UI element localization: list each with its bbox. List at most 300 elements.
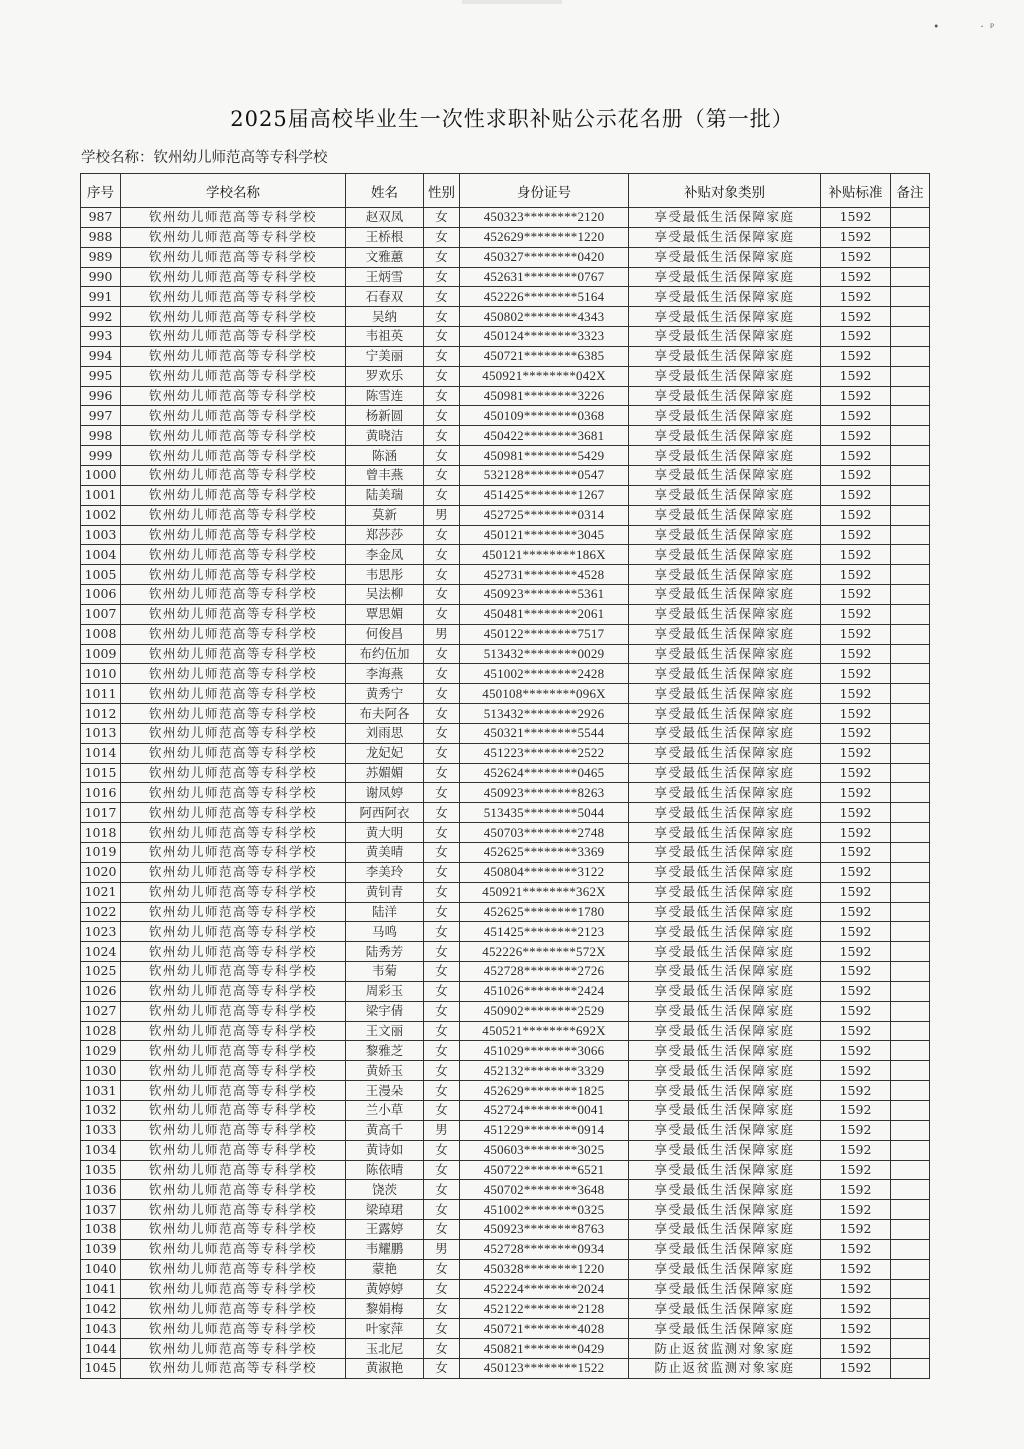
cell-remark — [891, 981, 930, 1001]
cell-index: 1040 — [81, 1259, 121, 1279]
cell-remark — [891, 1120, 930, 1140]
cell-index: 1010 — [81, 664, 121, 684]
cell-id: 452132********3329 — [460, 1061, 629, 1081]
cell-remark — [891, 684, 930, 704]
cell-id: 513435********5044 — [460, 803, 629, 823]
cell-index: 1031 — [81, 1081, 121, 1101]
table-row — [81, 1279, 930, 1299]
cell-category: 享受最低生活保障家庭 — [629, 327, 821, 347]
cell-index: 1034 — [81, 1140, 121, 1160]
col-header-id: 身份证号 — [460, 174, 629, 208]
table-row — [81, 1041, 930, 1061]
cell-school: 钦州幼儿师范高等专科学校 — [121, 843, 346, 863]
cell-gender: 女 — [424, 862, 460, 882]
cell-subsidy: 1592 — [821, 406, 891, 426]
cell-category: 享受最低生活保障家庭 — [629, 346, 821, 366]
cell-school: 钦州幼儿师范高等专科学校 — [121, 1319, 346, 1339]
cell-school: 钦州幼儿师范高等专科学校 — [121, 525, 346, 545]
cell-remark — [891, 1239, 930, 1259]
cell-name: 陈雪连 — [346, 386, 424, 406]
cell-subsidy: 1592 — [821, 426, 891, 446]
cell-name: 黄晓洁 — [346, 426, 424, 446]
cell-subsidy: 1592 — [821, 208, 891, 228]
cell-name: 黄美晴 — [346, 843, 424, 863]
cell-name: 阿西阿衣 — [346, 803, 424, 823]
cell-category: 享受最低生活保障家庭 — [629, 684, 821, 704]
cell-remark — [891, 1339, 930, 1359]
cell-name: 王露婷 — [346, 1220, 424, 1240]
cell-id: 452629********1825 — [460, 1081, 629, 1101]
cell-id: 532128********0547 — [460, 465, 629, 485]
cell-id: 452624********0465 — [460, 763, 629, 783]
cell-school: 钦州幼儿师范高等专科学校 — [121, 227, 346, 247]
cell-remark — [891, 1299, 930, 1319]
cell-category: 享受最低生活保障家庭 — [629, 1220, 821, 1240]
cell-id: 450109********0368 — [460, 406, 629, 426]
cell-remark — [891, 366, 930, 386]
cell-category: 享受最低生活保障家庭 — [629, 1120, 821, 1140]
cell-gender: 女 — [424, 227, 460, 247]
cell-name: 何俊昌 — [346, 624, 424, 644]
cell-remark — [891, 1319, 930, 1339]
cell-index: 993 — [81, 327, 121, 347]
table-row — [81, 446, 930, 466]
cell-name: 黄秀宁 — [346, 684, 424, 704]
cell-gender: 女 — [424, 783, 460, 803]
cell-school: 钦州幼儿师范高等专科学校 — [121, 1140, 346, 1160]
cell-remark — [891, 1160, 930, 1180]
cell-category: 享受最低生活保障家庭 — [629, 366, 821, 386]
cell-index: 1006 — [81, 585, 121, 605]
cell-id: 450902********2529 — [460, 1001, 629, 1021]
cell-school: 钦州幼儿师范高等专科学校 — [121, 1200, 346, 1220]
cell-name: 韦思彤 — [346, 565, 424, 585]
cell-name: 宁美丽 — [346, 346, 424, 366]
page-title: 2025届高校毕业生一次性求职补贴公示花名册（第一批） — [230, 107, 794, 131]
cell-subsidy: 1592 — [821, 862, 891, 882]
cell-category: 享受最低生活保障家庭 — [629, 1259, 821, 1279]
table-row — [81, 426, 930, 446]
cell-gender: 女 — [424, 664, 460, 684]
table-row — [81, 1001, 930, 1021]
table-row — [81, 525, 930, 545]
cell-name: 韦菊 — [346, 962, 424, 982]
cell-subsidy: 1592 — [821, 743, 891, 763]
cell-id: 450521********692X — [460, 1021, 629, 1041]
cell-subsidy: 1592 — [821, 1021, 891, 1041]
cell-school: 钦州幼儿师范高等专科学校 — [121, 505, 346, 525]
cell-name: 覃思媚 — [346, 604, 424, 624]
cell-category: 享受最低生活保障家庭 — [629, 307, 821, 327]
cell-gender: 女 — [424, 525, 460, 545]
cell-id: 452226********572X — [460, 942, 629, 962]
cell-index: 987 — [81, 208, 121, 228]
cell-index: 994 — [81, 346, 121, 366]
cell-name: 布夫阿各 — [346, 704, 424, 724]
table-row — [81, 327, 930, 347]
table-row — [81, 1299, 930, 1319]
cell-name: 王文丽 — [346, 1021, 424, 1041]
cell-school: 钦州幼儿师范高等专科学校 — [121, 823, 346, 843]
cell-category: 享受最低生活保障家庭 — [629, 465, 821, 485]
cell-id: 450921********362X — [460, 882, 629, 902]
cell-index: 1017 — [81, 803, 121, 823]
cell-subsidy: 1592 — [821, 942, 891, 962]
roster-table — [80, 173, 930, 1379]
cell-category: 享受最低生活保障家庭 — [629, 962, 821, 982]
cell-index: 1026 — [81, 981, 121, 1001]
cell-index: 996 — [81, 386, 121, 406]
cell-id: 450981********3226 — [460, 386, 629, 406]
cell-category: 享受最低生活保障家庭 — [629, 1100, 821, 1120]
cell-name: 杨新圆 — [346, 406, 424, 426]
cell-index: 1021 — [81, 882, 121, 902]
cell-index: 1025 — [81, 962, 121, 982]
cell-name: 黄高千 — [346, 1120, 424, 1140]
cell-subsidy: 1592 — [821, 684, 891, 704]
cell-remark — [891, 287, 930, 307]
cell-gender: 女 — [424, 1100, 460, 1120]
table-row — [81, 783, 930, 803]
cell-index: 1038 — [81, 1220, 121, 1240]
table-row — [81, 545, 930, 565]
cell-name: 梁琸珺 — [346, 1200, 424, 1220]
cell-subsidy: 1592 — [821, 366, 891, 386]
cell-gender: 女 — [424, 882, 460, 902]
cell-remark — [891, 386, 930, 406]
cell-remark — [891, 525, 930, 545]
cell-subsidy: 1592 — [821, 287, 891, 307]
cell-gender: 女 — [424, 704, 460, 724]
cell-category: 享受最低生活保障家庭 — [629, 942, 821, 962]
cell-gender: 女 — [424, 1081, 460, 1101]
cell-remark — [891, 902, 930, 922]
cell-school: 钦州幼儿师范高等专科学校 — [121, 684, 346, 704]
cell-index: 1032 — [81, 1100, 121, 1120]
cell-index: 1042 — [81, 1299, 121, 1319]
table-row — [81, 1140, 930, 1160]
cell-subsidy: 1592 — [821, 545, 891, 565]
table-row — [81, 1061, 930, 1081]
cell-school: 钦州幼儿师范高等专科学校 — [121, 922, 346, 942]
cell-id: 451229********0914 — [460, 1120, 629, 1140]
cell-id: 450123********1522 — [460, 1358, 629, 1378]
cell-remark — [891, 1200, 930, 1220]
cell-subsidy: 1592 — [821, 267, 891, 287]
table-row — [81, 465, 930, 485]
cell-school: 钦州幼儿师范高等专科学校 — [121, 962, 346, 982]
cell-index: 992 — [81, 307, 121, 327]
cell-gender: 女 — [424, 1279, 460, 1299]
cell-index: 991 — [81, 287, 121, 307]
cell-remark — [891, 426, 930, 446]
cell-school: 钦州幼儿师范高等专科学校 — [121, 1100, 346, 1120]
cell-id: 450722********6521 — [460, 1160, 629, 1180]
cell-index: 1000 — [81, 465, 121, 485]
cell-subsidy: 1592 — [821, 823, 891, 843]
cell-remark — [891, 465, 930, 485]
cell-school: 钦州幼儿师范高等专科学校 — [121, 743, 346, 763]
cell-subsidy: 1592 — [821, 704, 891, 724]
cell-name: 李金凤 — [346, 545, 424, 565]
cell-gender: 女 — [424, 247, 460, 267]
cell-name: 黄娇玉 — [346, 1061, 424, 1081]
cell-name: 文雅蕙 — [346, 247, 424, 267]
cell-gender: 女 — [424, 1259, 460, 1279]
table-row — [81, 604, 930, 624]
cell-gender: 女 — [424, 843, 460, 863]
cell-remark — [891, 664, 930, 684]
cell-gender: 女 — [424, 1140, 460, 1160]
cell-id: 452631********0767 — [460, 267, 629, 287]
cell-id: 450821********0429 — [460, 1339, 629, 1359]
cell-name: 韦耀鹏 — [346, 1239, 424, 1259]
cell-subsidy: 1592 — [821, 1001, 891, 1021]
cell-category: 享受最低生活保障家庭 — [629, 664, 821, 684]
cell-gender: 女 — [424, 406, 460, 426]
cell-gender: 女 — [424, 604, 460, 624]
table-row — [81, 307, 930, 327]
col-header-school: 学校名称 — [121, 174, 346, 208]
cell-id: 452122********2128 — [460, 1299, 629, 1319]
cell-index: 1028 — [81, 1021, 121, 1041]
cell-remark — [891, 843, 930, 863]
cell-subsidy: 1592 — [821, 763, 891, 783]
cell-category: 享受最低生活保障家庭 — [629, 585, 821, 605]
table-row — [81, 684, 930, 704]
cell-subsidy: 1592 — [821, 1220, 891, 1240]
cell-school: 钦州幼儿师范高等专科学校 — [121, 664, 346, 684]
cell-gender: 女 — [424, 1299, 460, 1319]
cell-school: 钦州幼儿师范高等专科学校 — [121, 366, 346, 386]
cell-name: 龙妃妃 — [346, 743, 424, 763]
cell-gender: 女 — [424, 426, 460, 446]
cell-gender: 女 — [424, 823, 460, 843]
cell-school: 钦州幼儿师范高等专科学校 — [121, 1259, 346, 1279]
table-header-row — [81, 174, 930, 208]
cell-gender: 女 — [424, 327, 460, 347]
cell-category: 享受最低生活保障家庭 — [629, 545, 821, 565]
cell-id: 450121********186X — [460, 545, 629, 565]
col-header-subsidy: 补贴标准 — [821, 174, 891, 208]
cell-index: 1004 — [81, 545, 121, 565]
col-header-category: 补贴对象类别 — [629, 174, 821, 208]
cell-category: 享受最低生活保障家庭 — [629, 743, 821, 763]
cell-category: 享受最低生活保障家庭 — [629, 227, 821, 247]
cell-gender: 女 — [424, 743, 460, 763]
cell-school: 钦州幼儿师范高等专科学校 — [121, 1220, 346, 1240]
cell-id: 452731********4528 — [460, 565, 629, 585]
cell-index: 995 — [81, 366, 121, 386]
cell-category: 享受最低生活保障家庭 — [629, 843, 821, 863]
scan-top-mark — [462, 0, 562, 4]
table-row — [81, 505, 930, 525]
cell-remark — [891, 1140, 930, 1160]
cell-remark — [891, 624, 930, 644]
cell-category: 享受最低生活保障家庭 — [629, 1041, 821, 1061]
table-row — [81, 366, 930, 386]
cell-index: 1045 — [81, 1358, 121, 1378]
cell-subsidy: 1592 — [821, 1358, 891, 1378]
cell-index: 988 — [81, 227, 121, 247]
cell-subsidy: 1592 — [821, 1041, 891, 1061]
cell-gender: 女 — [424, 1180, 460, 1200]
cell-id: 450481********2061 — [460, 604, 629, 624]
cell-name: 马鸣 — [346, 922, 424, 942]
cell-name: 黎雅芝 — [346, 1041, 424, 1061]
cell-school: 钦州幼儿师范高等专科学校 — [121, 1041, 346, 1061]
cell-school: 钦州幼儿师范高等专科学校 — [121, 346, 346, 366]
cell-subsidy: 1592 — [821, 485, 891, 505]
cell-school: 钦州幼儿师范高等专科学校 — [121, 1001, 346, 1021]
table-row — [81, 386, 930, 406]
cell-index: 1027 — [81, 1001, 121, 1021]
cell-index: 1001 — [81, 485, 121, 505]
cell-category: 享受最低生活保障家庭 — [629, 267, 821, 287]
cell-subsidy: 1592 — [821, 227, 891, 247]
cell-category: 享受最低生活保障家庭 — [629, 247, 821, 267]
cell-index: 1030 — [81, 1061, 121, 1081]
cell-name: 兰小草 — [346, 1100, 424, 1120]
cell-remark — [891, 1100, 930, 1120]
cell-gender: 女 — [424, 386, 460, 406]
cell-name: 王桥根 — [346, 227, 424, 247]
cell-name: 韦祖英 — [346, 327, 424, 347]
table-row — [81, 1021, 930, 1041]
table-row — [81, 565, 930, 585]
table-row — [81, 803, 930, 823]
cell-category: 享受最低生活保障家庭 — [629, 505, 821, 525]
cell-id: 451002********0325 — [460, 1200, 629, 1220]
scan-specks: • · ᵖ — [933, 22, 994, 33]
cell-subsidy: 1592 — [821, 327, 891, 347]
cell-gender: 女 — [424, 1021, 460, 1041]
cell-remark — [891, 1358, 930, 1378]
table-row — [81, 1100, 930, 1120]
cell-category: 享受最低生活保障家庭 — [629, 882, 821, 902]
cell-index: 1016 — [81, 783, 121, 803]
table-row — [81, 1339, 930, 1359]
cell-category: 享受最低生活保障家庭 — [629, 1061, 821, 1081]
cell-index: 1003 — [81, 525, 121, 545]
cell-name: 陆秀芳 — [346, 942, 424, 962]
cell-index: 1008 — [81, 624, 121, 644]
cell-id: 451425********1267 — [460, 485, 629, 505]
cell-name: 吴法柳 — [346, 585, 424, 605]
cell-name: 玉北尼 — [346, 1339, 424, 1359]
table-row — [81, 664, 930, 684]
cell-subsidy: 1592 — [821, 803, 891, 823]
cell-remark — [891, 1279, 930, 1299]
cell-name: 刘雨思 — [346, 723, 424, 743]
cell-school: 钦州幼儿师范高等专科学校 — [121, 1120, 346, 1140]
cell-school: 钦州幼儿师范高等专科学校 — [121, 208, 346, 228]
cell-category: 享受最低生活保障家庭 — [629, 1160, 821, 1180]
cell-category: 享受最低生活保障家庭 — [629, 783, 821, 803]
cell-school: 钦州幼儿师范高等专科学校 — [121, 624, 346, 644]
cell-category: 享受最低生活保障家庭 — [629, 1021, 821, 1041]
cell-index: 1029 — [81, 1041, 121, 1061]
cell-school: 钦州幼儿师范高等专科学校 — [121, 723, 346, 743]
cell-gender: 女 — [424, 1220, 460, 1240]
cell-remark — [891, 446, 930, 466]
cell-id: 450923********8763 — [460, 1220, 629, 1240]
cell-id: 450108********096X — [460, 684, 629, 704]
cell-gender: 女 — [424, 1339, 460, 1359]
table-row — [81, 227, 930, 247]
cell-category: 享受最低生活保障家庭 — [629, 525, 821, 545]
cell-index: 997 — [81, 406, 121, 426]
cell-remark — [891, 1259, 930, 1279]
cell-category: 享受最低生活保障家庭 — [629, 922, 821, 942]
cell-subsidy: 1592 — [821, 922, 891, 942]
cell-index: 999 — [81, 446, 121, 466]
cell-gender: 女 — [424, 1061, 460, 1081]
cell-school: 钦州幼儿师范高等专科学校 — [121, 1339, 346, 1359]
cell-gender: 女 — [424, 366, 460, 386]
cell-index: 1039 — [81, 1239, 121, 1259]
cell-subsidy: 1592 — [821, 882, 891, 902]
cell-id: 450321********5544 — [460, 723, 629, 743]
cell-name: 陆洋 — [346, 902, 424, 922]
cell-school: 钦州幼儿师范高等专科学校 — [121, 585, 346, 605]
cell-gender: 女 — [424, 1160, 460, 1180]
cell-index: 1014 — [81, 743, 121, 763]
cell-id: 450122********7517 — [460, 624, 629, 644]
cell-school: 钦州幼儿师范高等专科学校 — [121, 1160, 346, 1180]
cell-remark — [891, 862, 930, 882]
cell-id: 452728********2726 — [460, 962, 629, 982]
cell-gender: 女 — [424, 1358, 460, 1378]
table-row — [81, 902, 930, 922]
cell-category: 享受最低生活保障家庭 — [629, 208, 821, 228]
cell-name: 罗欢乐 — [346, 366, 424, 386]
cell-school: 钦州幼儿师范高等专科学校 — [121, 426, 346, 446]
col-header-index: 序号 — [81, 174, 121, 208]
table-row — [81, 1120, 930, 1140]
cell-id: 452625********3369 — [460, 843, 629, 863]
cell-gender: 女 — [424, 684, 460, 704]
cell-id: 452629********1220 — [460, 227, 629, 247]
table-row — [81, 1239, 930, 1259]
cell-id: 452728********0934 — [460, 1239, 629, 1259]
cell-school: 钦州幼儿师范高等专科学校 — [121, 1061, 346, 1081]
cell-subsidy: 1592 — [821, 624, 891, 644]
cell-category: 享受最低生活保障家庭 — [629, 902, 821, 922]
cell-school: 钦州幼儿师范高等专科学校 — [121, 763, 346, 783]
cell-id: 451029********3066 — [460, 1041, 629, 1061]
cell-index: 1041 — [81, 1279, 121, 1299]
cell-category: 享受最低生活保障家庭 — [629, 1239, 821, 1259]
cell-school: 钦州幼儿师范高等专科学校 — [121, 545, 346, 565]
cell-subsidy: 1592 — [821, 962, 891, 982]
school-name-line: 学校名称：钦州幼儿师范高等专科学校 — [81, 150, 328, 166]
table-row — [81, 208, 930, 228]
cell-gender: 女 — [424, 1319, 460, 1339]
table-row — [81, 1220, 930, 1240]
cell-id: 452724********0041 — [460, 1100, 629, 1120]
cell-subsidy: 1592 — [821, 1081, 891, 1101]
table-row — [81, 644, 930, 664]
cell-remark — [891, 644, 930, 664]
cell-gender: 女 — [424, 346, 460, 366]
table-row — [81, 962, 930, 982]
cell-gender: 女 — [424, 446, 460, 466]
cell-remark — [891, 1021, 930, 1041]
cell-remark — [891, 783, 930, 803]
cell-name: 陈涵 — [346, 446, 424, 466]
cell-gender: 女 — [424, 763, 460, 783]
